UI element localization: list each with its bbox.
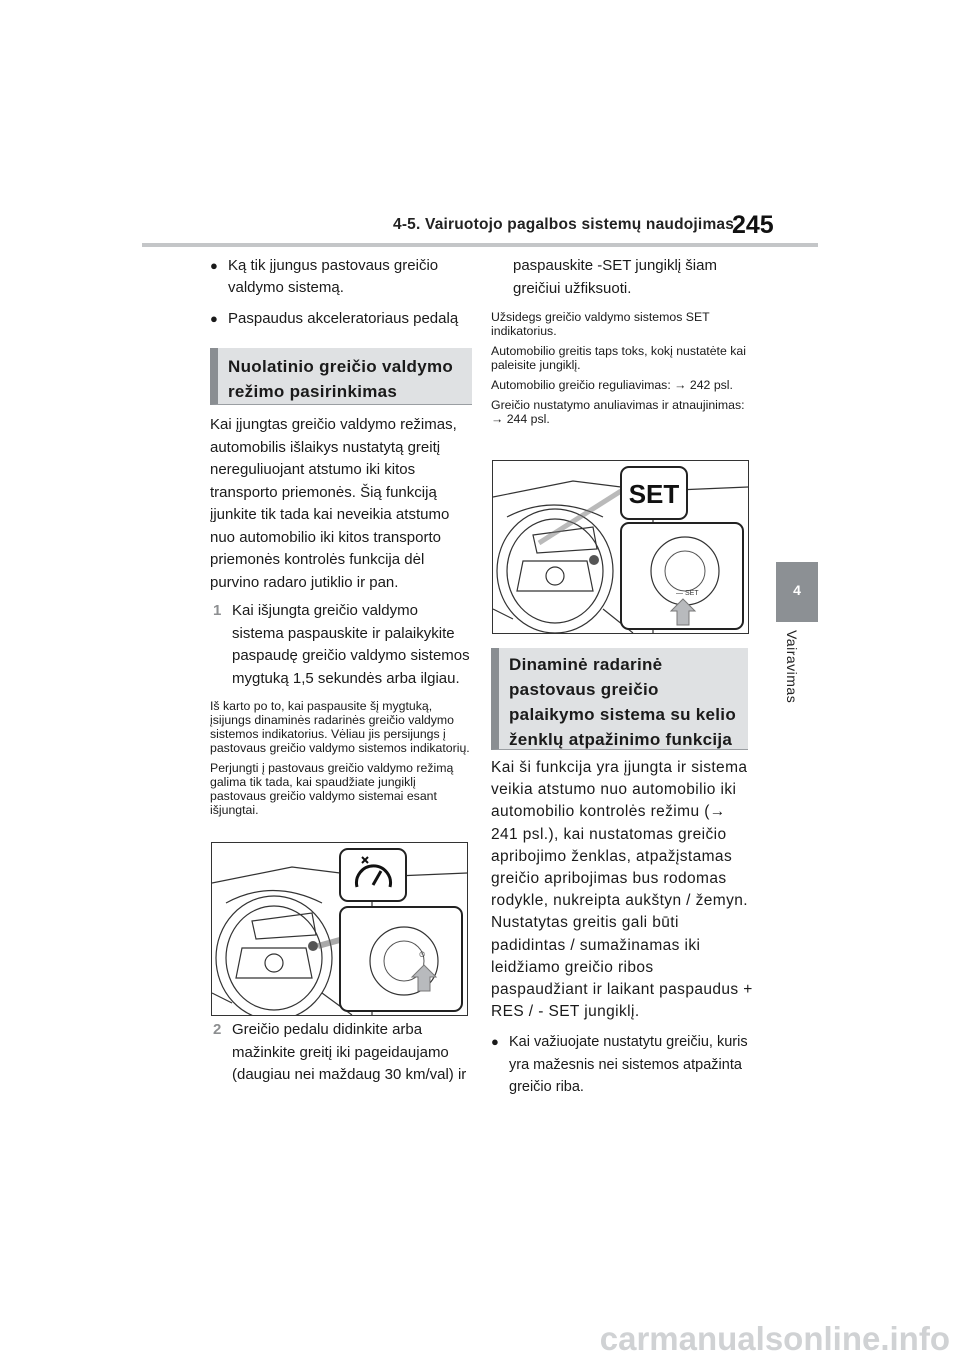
step-text: Greičio pedalu didinkite arba mažinkite greitį iki pageidaujamo (daugiau nei maždaug 30 km/val) ir: [232, 1021, 467, 1083]
left-column: [210, 255, 472, 817]
bullet-item: ● Ką tik įjungus pastovaus greičio valdymo sistemą.: [210, 255, 458, 299]
svg-text:carmanualsonline.info: carmanualsonline.info: [599, 1320, 950, 1357]
note-paragraph: Automobilio greitis taps toks, kokį nustatėte kai paleisite jungiklį.: [491, 344, 746, 372]
figure-cruise-button: [211, 842, 468, 1016]
note-paragraph: Iš karto po to, kai paspausite šį mygtuką, įsijungs dinaminės radarinės greičio valdymo sistemos indikatorius. Vėliau jis persijungs į pastovaus greičio valdymo sistemos indikatorių.: [210, 699, 470, 755]
step-number: 2: [213, 1021, 222, 1038]
right-column: [491, 255, 753, 426]
section-heading: Dinaminė radarinė pastovaus greičio palaikymo sistema su kelio ženklų atpažinimo funkcija: [509, 655, 737, 749]
chapter-label: Vairavimas: [784, 630, 800, 704]
svg-text:⏲: ⏲: [419, 950, 426, 959]
step-continuation: paspauskite -SET jungiklį šiam greičiui užfiksuoti.: [513, 257, 717, 297]
header-rule: [142, 243, 818, 247]
figure-set-switch: [492, 460, 749, 634]
set-label: SET: [628, 479, 680, 509]
step-2-block: [210, 1019, 472, 1087]
section-heading-box: [491, 648, 748, 750]
page-number: 245: [732, 211, 774, 239]
note-paragraph: Užsidegs greičio valdymo sistemos SET indikatorius.: [491, 310, 710, 338]
body-paragraph: Kai ši funkcija yra įjungta ir sistema veikia atstumo nuo automobilio iki automobilio kontrolės režimu (→ 241 psl.), kai nustatomas greičio apribojimo ženklas, atpažįstamas greičio apribojimas bus rodomas rodykle, nukreipta aukštyn / žemyn. Nustatytas greitis gali būti padidintas / sumažinamas iki leidžiamo greičio ribos paspaudžiant ir laikant paspaudus + RES / - SET jungiklį.: [491, 759, 753, 1021]
intro-paragraph: Kai įjungtas greičio valdymo režimas, automobilis išlaikys nustatytą greitį nereguliuojant atstumo iki kitos transporto priemonės. Šią funkciją įjunkite tik tada kai neveikia atstumo nuo automobilio iki kitos transporto priemonės kontrolės funkcija dėl purvino radaro jutiklio ir pan.: [210, 416, 457, 591]
note-paragraph: Automobilio greičio reguliavimas: → 242 psl.: [491, 378, 733, 392]
set-small-label: — SET: [676, 590, 699, 597]
note-paragraph: Greičio nustatymo anuliavimas ir atnaujinimas: → 244 psl.: [491, 398, 745, 426]
steering-wheel-illustration: [493, 461, 748, 633]
right-body: [491, 757, 755, 1099]
section-heading-box: [210, 348, 472, 405]
step-text: Kai išjungta greičio valdymo sistema paspauskite ir palaikykite paspaudę greičio valdymo sistemos mygtuką 1,5 sekundės arba ilgiau.: [232, 602, 470, 687]
step-number: 1: [213, 602, 222, 619]
step-1: [210, 600, 472, 690]
note-paragraph: Perjungti į pastovaus greičio valdymo režimą galima tik tada, kai spaudžiate jungiklį pastovaus greičio valdymo sistemai esant išjungtai.: [210, 761, 454, 817]
step-2: [210, 1019, 472, 1087]
bullet-item: ● Kai važiuojate nustatytu greičiu, kuris yra mažesnis nei sistemos atpažinta greičio riba.: [491, 1031, 755, 1099]
section-title: 4-5. Vairuotojo pagalbos sistemų naudojimas: [393, 216, 735, 233]
chapter-number: 4: [793, 582, 801, 598]
section-heading: Nuolatinio greičio valdymo režimo pasirinkimas: [228, 357, 454, 401]
watermark-logo: [545, 1318, 955, 1358]
steering-wheel-illustration: [212, 843, 467, 1015]
bullet-item: ● Paspaudus akceleratoriaus pedalą: [210, 308, 472, 330]
